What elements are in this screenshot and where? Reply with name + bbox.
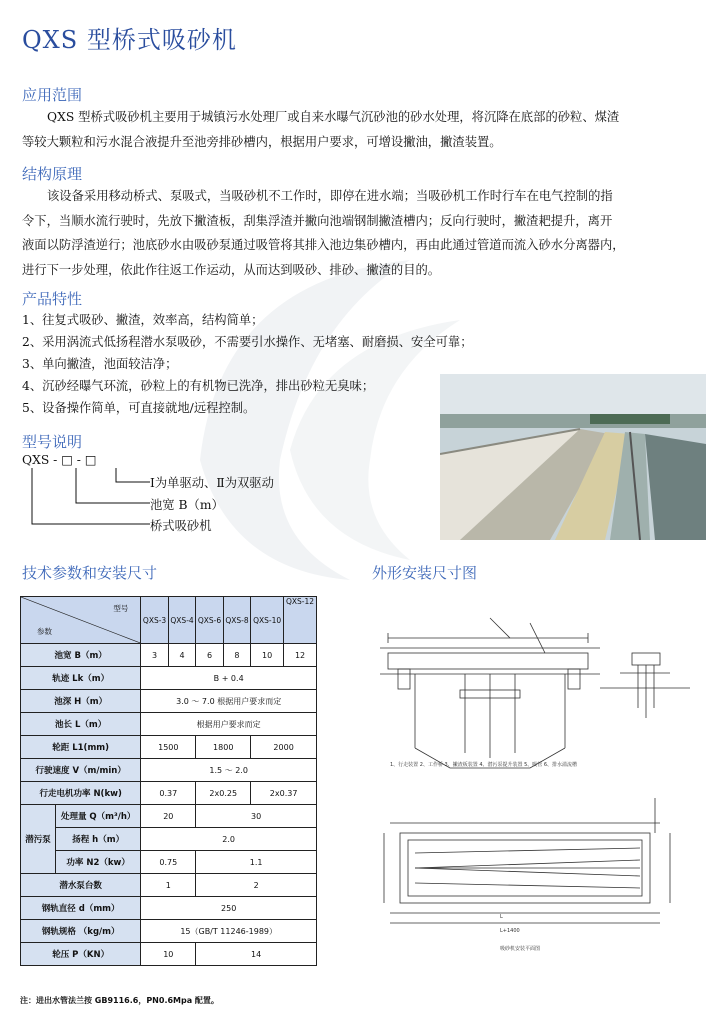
cell: 10 (251, 644, 284, 667)
application-text (22, 105, 697, 154)
cell: B + 0.4 (141, 667, 317, 690)
structure-text (22, 184, 697, 282)
application-line: 等较大颗粒和污水混合液提升至池旁排砂槽内，根据用户要求，可增设撇油，撇渣装置。 (22, 134, 502, 149)
page-title: QXS 型桥式吸砂机 (22, 26, 237, 54)
model-legend-drive: Ⅰ为单驱动、Ⅱ为双驱动 (150, 476, 274, 490)
cell: 3 (141, 644, 168, 667)
cell: 4 (168, 644, 195, 667)
cell: 1800 (196, 736, 251, 759)
drawing-dim-l: L (500, 914, 503, 920)
header-model: 型号 (113, 604, 129, 613)
cell: 15（GB/T 11246-1989） (141, 920, 317, 943)
model-col: QXS-4 (168, 597, 195, 644)
pump-group-label: 潜污泵 (21, 805, 56, 874)
cell: 1.1 (196, 851, 317, 874)
cell: 12 (284, 644, 317, 667)
structure-line: 液面以防浮渣逆行；池底砂水由吸砂泵通过吸管将其排入池边集砂槽内，再由此通过管道而流入砂水分离器内， (22, 238, 625, 252)
feature-item: 4、沉砂经曝气环流，砂粒上的有机物已洗净，排出砂粒无臭味； (22, 379, 375, 393)
row-label: 潜水泵台数 (21, 874, 141, 897)
drawing-caption-parts: 1、行走装置 2、工作桥 3、撇渣板装置 4、潜污泵提升装置 5、吸管 6、排水溢流槽 (390, 762, 578, 768)
feature-item: 1、往复式吸砂、撇渣，效率高，结构简单； (22, 313, 264, 327)
cell: 0.37 (141, 782, 196, 805)
model-col: QXS-8 (223, 597, 250, 644)
row-label: 处理量 Q（m³/h） (56, 805, 141, 828)
cell: 0.75 (141, 851, 196, 874)
drawing-caption-plan: 吸砂机安装平面图 (500, 946, 541, 952)
model-col: QXS-10 (251, 597, 284, 644)
row-label: 轨迹 Lk（m） (21, 667, 141, 690)
row-label: 池深 H（m） (21, 690, 141, 713)
cell: 1.5 ～ 2.0 (141, 759, 317, 782)
row-label: 池长 L（m） (21, 713, 141, 736)
tech-heading: 技术参数和安装尺寸 (22, 564, 158, 582)
cell: 根据用户要求而定 (141, 713, 317, 736)
table-corner (21, 597, 141, 644)
drawing-dim-l1: L+1400 (500, 928, 520, 934)
header-param: 参数 (37, 627, 52, 636)
cell: 250 (141, 897, 317, 920)
product-photo (440, 374, 706, 540)
row-label: 功率 N2（kw） (56, 851, 141, 874)
cell: 2 (196, 874, 317, 897)
cell: 2x0.37 (251, 782, 317, 805)
row-label: 扬程 h（m） (56, 828, 141, 851)
cell: 8 (223, 644, 250, 667)
model-legend-width: 池宽 B（m） (150, 498, 224, 512)
feature-item: 2、采用涡流式低扬程潜水泵吸砂，不需要引水操作、无堵塞、耐磨损、安全可靠； (22, 335, 473, 349)
row-label: 行驶速度 V（m/min） (21, 759, 141, 782)
cell: 10 (141, 943, 196, 966)
installation-drawing (370, 598, 706, 978)
feature-item: 3、单向撇渣，池面较洁净； (22, 357, 178, 371)
structure-line: 令下，当顺水流行驶时，先放下撇渣板，刮集浮渣并撇向池端钢制撇渣槽内；反向行驶时，撇渣耙提升，离开 (22, 213, 613, 228)
model-col: QXS-6 (196, 597, 223, 644)
row-label: 钢轨直径 d（mm） (21, 897, 141, 920)
cell: 2000 (251, 736, 317, 759)
model-legend-type: 桥式吸砂机 (150, 519, 212, 533)
footnote: 注：进出水管法兰按 GB9116.6，PN0.6Mpa 配置。 (20, 996, 219, 1005)
cell: 6 (196, 644, 223, 667)
application-line: QXS 型桥式吸砂机主要用于城镇污水处理厂或自来水曝气沉砂池的砂水处理，将沉降在底部的砂粒、煤渣 (47, 110, 620, 124)
model-col: QXS-3 (141, 597, 168, 644)
cell: 20 (141, 805, 196, 828)
cell: 1500 (141, 736, 196, 759)
structure-line: 该设备采用移动桥式、泵吸式，当吸砂机不工作时，即停在进水端；当吸砂机工作时行车在电气控制的指 (47, 189, 613, 203)
feature-item: 5、设备操作简单，可直接就地/远程控制。 (22, 401, 256, 415)
cell: 2.0 (141, 828, 317, 851)
cell: 30 (196, 805, 317, 828)
structure-line: 进行下一步处理，依此作往返工作运动，从而达到吸砂、排砂、撇渣的目的。 (22, 262, 441, 277)
row-label: 钢轨规格 （kg/m） (21, 920, 141, 943)
drawing-heading: 外形安装尺寸图 (372, 564, 478, 582)
cell: 1 (141, 874, 196, 897)
spec-table (20, 596, 317, 966)
row-label: 行走电机功率 N(kw) (21, 782, 141, 805)
model-col: QXS-12 (284, 597, 317, 644)
row-label: 轮距 L1(mm) (21, 736, 141, 759)
cell: 2x0.25 (196, 782, 251, 805)
model-legend-lines (22, 462, 152, 532)
application-heading: 应用范围 (22, 86, 83, 104)
cell: 3.0 ～ 7.0 根据用户要求而定 (141, 690, 317, 713)
cell: 14 (196, 943, 317, 966)
model-code: QXS - □ - □ (22, 453, 97, 467)
features-heading: 产品特性 (22, 290, 83, 308)
model-heading: 型号说明 (22, 433, 83, 451)
structure-heading: 结构原理 (22, 165, 83, 183)
row-label: 轮压 P（KN） (21, 943, 141, 966)
row-label: 池宽 B（m） (21, 644, 141, 667)
